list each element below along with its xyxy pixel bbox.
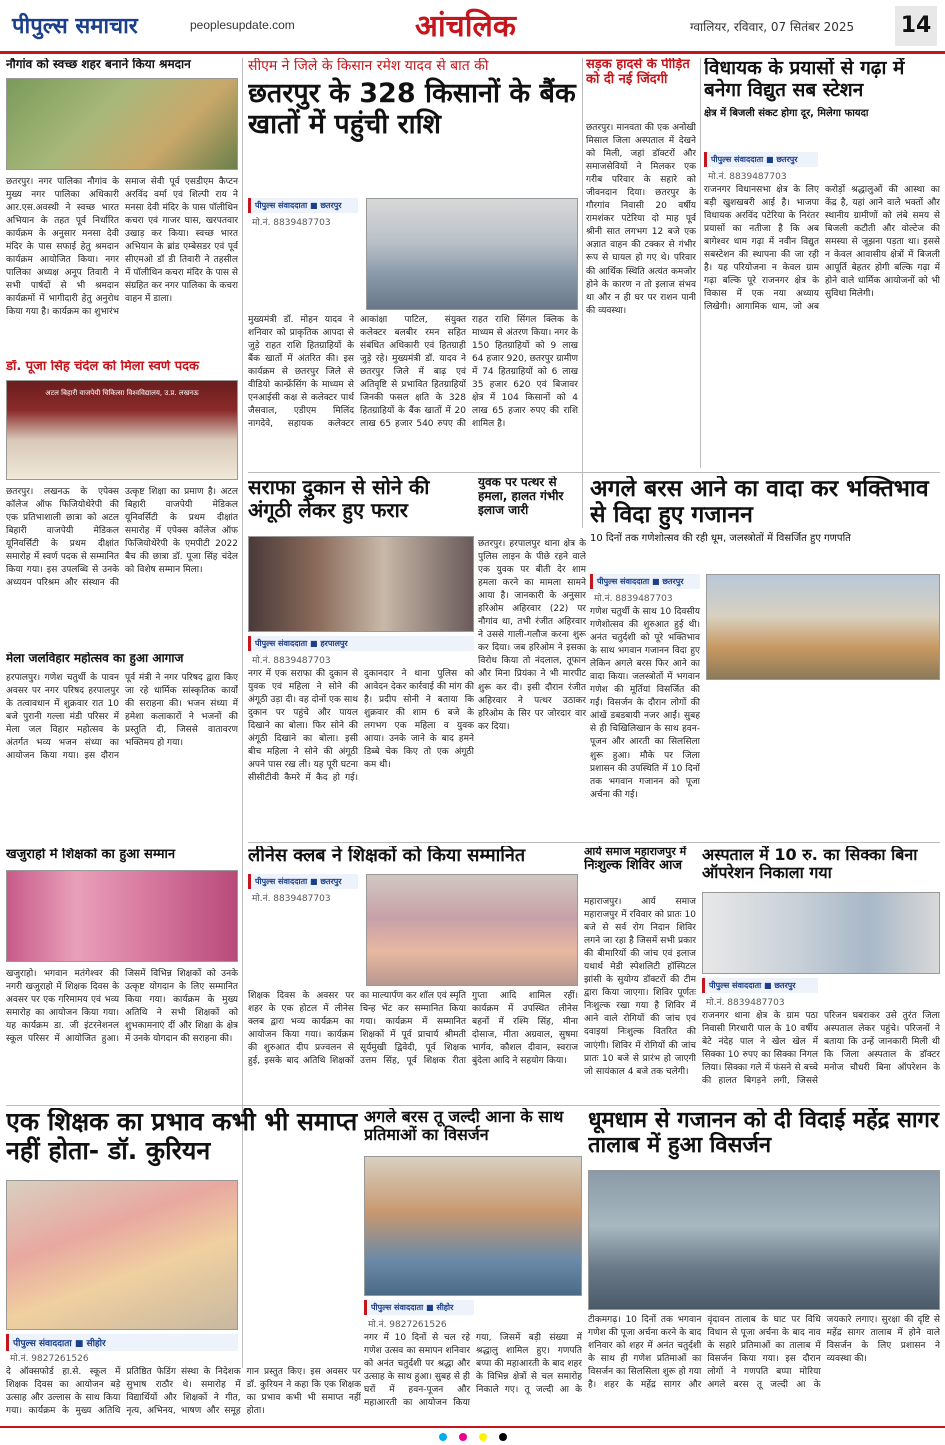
story-photo	[588, 1170, 940, 1310]
mobile-number: मो.नं. 8839487703	[252, 656, 331, 666]
story-free-camp	[584, 846, 696, 1102]
story-headline: अगले बरस तू जल्दी आना के साथ प्रतिमाओं का विसर्जन	[364, 1108, 564, 1145]
story-headline: निःशुल्क शिविर आज	[584, 857, 682, 873]
page-number: 14	[895, 6, 937, 46]
byline: पीपुल्स संवाददाता ■ छतरपुर	[704, 152, 818, 167]
story-body: नगर में एक सराफा की दुकान से युवक एवं महिला ने सोने की अंगूठी उड़ा दी। वह दोनों एक साथ दुकान पर पहुंचे और पायल दिखाने का बोला। फिर सोने की अंगूठी दिखाने का बोला। इसी बीच महिला ने सोने की अंगूठी अपने पास रख ली। यह पूरी घटना सीसीटीवी कैमरे में कैद हो गई। दुकानदार ने थाना पुलिस को आवेदन देकर कार्रवाई की मांग की है। प्रदीप सोनी ने बताया कि शुक्रवार की शाम 6 बजे के लगभग एक महिला व युवक आया। उनके जाने के बाद हमने डिब्बे चेक किए तो एक अंगूठी कम थी।	[248, 669, 474, 784]
story-body: हरपालपुर। गणेश चतुर्थी के पावन अवसर पर नगर परिषद हरपालपुर के तत्वावधान में शुक्रवार रात 10 बजे पुरानी गल्ला मंडी परिसर में मेला जल विहार महोत्सव के अंतर्गत भव्य भजन संध्या का आयोजन किया गया। इस दौरान पूर्व मंत्री ने नगर परिषद द्वारा किए जा रहे धार्मिक सांस्कृतिक कार्यों की सराहना की। भजन संध्या में हमेशा कलाकारों ने भजनों की प्रस्तुति दी, जिससे वातावरण भक्तिमय हो गया।	[6, 673, 238, 762]
story-subhead: 10 दिनों तक गणेशोत्सव की रही धूम, जलस्त्रोतों में विसर्जित हुए गणपति	[590, 532, 851, 544]
mobile-number: मो.नं. 8839487703	[706, 998, 785, 1008]
story-photo	[706, 574, 940, 680]
story-photo	[248, 536, 474, 632]
story-headline: धूमधाम से गजानन को दी विदाई महेंद्र सागर तालाब में हुआ विसर्जन	[588, 1108, 939, 1159]
story-body: दे ऑक्सफोर्ड हा.से. स्कूल में शिक्षक दिवस का आयोजन बड़े उत्साह और उल्लास के साथ किया गया। कार्यक्रम के मुख्य अतिथि प्रतिष्ठित फेडिंग संस्था के निदेशक सुभाष राठौर थे। समारोह में विद्यार्थियों और शिक्षकों ने गीत, नृत्य, अभिनय, भाषण और समूह गान प्रस्तुत किए। इस अवसर पर डॉ. कुरियन ने कहा कि एक शिक्षक का प्रभाव कभी भी समाप्त नहीं होता।	[6, 1367, 361, 1417]
story-khajuraho-teachers	[6, 848, 238, 1103]
story-lioness-club	[248, 846, 578, 1102]
story-teacher-impact	[6, 1108, 361, 1423]
photo-banner-text: अटल बिहारी वाजपेयी चिकित्सा विश्वविद्यालय, उ.प्र. लखनऊ	[45, 389, 199, 397]
byline: पीपुल्स संवाददाता ■ हरपालपुर	[248, 636, 474, 651]
story-photo	[702, 892, 940, 974]
story-photo	[366, 198, 578, 310]
print-color-bar	[0, 1426, 945, 1445]
story-kicker: आर्य समाज महाराजपुर में	[584, 846, 687, 858]
story-body: छतरपुर। नगर पालिका नौगांव के मुख्य नगर पालिका अधिकारी आर.एस.अवस्थी ने स्वच्छ भारत अभियान के तहत पूर्व निर्धारित कार्यक्रम के अनुसार मनसा देवी मंदिर के पास सफाई हेतु श्रमदान कार्यक्रम आयोजित किया। नगर पालिका अध्यक्ष अनूप तिवारी ने सभी पार्षदों से भी श्रमदान कार्यक्रमों में भागीदारी हेतु अनुरोध किया गया है। कार्यक्रम का शुभारंभ समाज सेवी पूर्व एसडीएम कैप्टन अरविंद वर्मा एवं शिल्पी राय ने मनसा देवी मंदिर के पास पॉलीथिन कचरा एवं गाजर घास, खरपतवार उखाड़ कर किया। स्वच्छ भारत अभियान के ब्रांड एम्बेसडर एवं पूर्व सीएमओ डॉ डी तिवारी ने तहसील में पॉलीथिन कचरा मंदिर के पास से संग्रहित कर नगर पालिका के कचरा वाहन में डाला।	[6, 177, 238, 318]
mobile-number: मो.नं. 8839487703	[708, 172, 787, 182]
story-headline: डॉ. पूजा सिंह चंदेल को मिला स्वर्ण पदक	[6, 360, 199, 374]
story-body: राजनगर थाना क्षेत्र के ग्राम पठा निवासी गिरधारी पाल के 10 वर्षीय बेटे नंदेह पाल ने खेल खेल में सिक्का 10 रुपए का सिक्का निगल लिया। सिक्का गले में फंसने से बच्चे की हालत बिगड़ने लगी, जिससे परिजन घबराकर उसे तुरंत जिला अस्पताल लेकर पहुंचे। परिजनों ने बताया कि उन्हें जानकारी मिली थी कि जिला अस्पताल के डॉक्टर मनोज चौधरी बिना ऑपरेशन के	[702, 1011, 940, 1087]
story-headline: छतरपुर के 328 किसानों के बैंक खातों में पहुंची राशि	[248, 78, 576, 141]
registration-dot	[479, 1433, 487, 1441]
mobile-number: मो.नं. 8839487703	[252, 218, 331, 228]
story-jalvihar	[6, 652, 238, 842]
byline: पीपुल्स संवाददाता ■ छतरपुर	[702, 978, 818, 993]
story-photo	[6, 870, 238, 962]
story-headline: एक शिक्षक का प्रभाव कभी भी समाप्त नहीं होता- डॉ. कुरियन	[6, 1108, 358, 1165]
story-headline: खजुराहो में शिक्षकों का हुआ सम्मान	[6, 848, 176, 862]
story-substation	[704, 58, 940, 468]
story-nowgaon-cleanliness	[6, 58, 238, 358]
story-headline: नौगांव को स्वच्छ शहर बनाने किया श्रमदान	[6, 58, 191, 71]
story-body: छतरपुर। मानवता की एक अनोखी मिसाल जिला अस्पताल में देखने को मिली, जहां डॉक्टरों और समाजसेवियों ने मिलकर एक गरीब परिवार के सहारे को जीवनदान दिया। छतरपुर के गौरगांव निवासी 20 वर्षीय रामशंकर पटेरिया दो माह पूर्व श्रीनी सात लगभग 12 बजे एक अज्ञात वाहन की टक्कर से गंभीर रूप से घायल हो गए थे। परिवार की आर्थिक स्थिति अत्यंत कमजोर होने के कारण न तो इलाज संभव था और न ही घर पर राशन पानी की व्यवस्था।	[586, 123, 696, 316]
website-url[interactable]: peoplesupdate.com	[190, 18, 295, 32]
story-headline: लीनेस क्लब ने शिक्षकों को किया सम्मानित	[248, 846, 526, 866]
story-body: मुख्यमंत्री डॉ. मोहन यादव ने शनिवार को प्राकृतिक आपदा से जुड़े राहत राशि हितग्राहियों के बैंक खातों में अंतरित की। इस कार्यक्रम से छतरपुर जिले से वीडियो कान्फ्रेंसिंग के माध्यम से एनआईसी कक्ष से कलेक्टर पार्थ जैसवाल, एडीएम मिलिंद नागदेवे, सहायक कलेक्टर आकांक्षा पाटिल, संयुक्त कलेक्टर बलबीर रमन सहित संबंधित अधिकारी एवं हितग्राही जुड़े रहे। मुख्यमंत्री डॉ. यादव ने छतरपुर जिले में बाढ़ एवं अतिवृष्टि से प्रभावित हितग्राहियों जिनकी फसल क्षति के 328 हितग्राहियों के बैंक खातों में 20 लाख 65 हजार 540 रुपए की राहत राशि सिंगल क्लिक के माध्यम से अंतरण किया। नगर के 150 हितग्राहियों को 9 लाख 64 हजार 920, छतरपुर ग्रामीण में 74 हितग्राहियों को 6 लाख 35 हजार 620 एवं बिजावर क्षेत्र में 104 किसानों को 4 लाख 65 हजार रुपए की राशि शामिल है।	[248, 315, 578, 430]
story-body: महाराजपुर। आर्य समाज महाराजपुर में रविवार को प्रातः 10 बजे से सर्व रोग निदान शिविर लगने जा रहा है जिसमें सभी प्रकार की बीमारियों की जांच एवं इलाज यथार्थ मेडी स्पेशलिटी हॉस्पिटल झांसी के सुयोग्य डॉक्टरों की टीम द्वारा किया जाएगा। शिविर पूर्णतः निःशुल्क रखा गया है शिविर में आने वाले रोगियों की जांच एवं दवाइयां निःशुल्क वितरित की जाएंगी। शिविर में रोगियों की जांच प्रातः 10 बजे से प्रारंभ हो जाएगी जो सायंकाल 4 बजे तक चलेगी।	[584, 897, 696, 1077]
story-body: राजनगर विधानसभा क्षेत्र के लिए बड़ी खुशखबरी आई है। भाजपा विधायक अरविंद पटेरिया के निरंतर प्रयासों का नतीजा है कि अब बागेश्वर धाम गढ़ा में नवीन विद्युत सबस्टेशन की स्थापना की जा रही है। यह परियोजना न केवल ग्राम गढ़ा बल्कि पूरे राजनगर क्षेत्र के विकास में एक नया अध्याय लिखेगी। आगामिक धाम, जो अब करोड़ों श्रद्धालुओं की आस्था का केंद्र है, यहां आने वाले भक्तों और स्थानीय ग्रामीणों को लंबे समय से बिजली कटौती और वोल्टेज की समस्या से जूझना पड़ता था। इससे न केवल आवासीय क्षेत्रों में बिजली आपूर्ति बेहतर होगी बल्कि गढ़ा में होने वाले धार्मिक आयोजनों को भी सुविधा मिलेगी।	[704, 185, 940, 313]
story-headline: विधायक के प्रयासों से गढ़ा में बनेगा विद्युत सब स्टेशन	[704, 58, 905, 101]
byline: पीपुल्स संवाददाता ■ सीहोर	[364, 1300, 474, 1315]
registration-dot	[459, 1433, 467, 1441]
story-mahendra-sagar	[588, 1108, 940, 1423]
story-photo	[366, 874, 578, 986]
story-idol-immersion	[364, 1108, 582, 1423]
story-body: टीकमगढ़। 10 दिनों तक भगवान गणेश की पूजा अर्चना करने के बाद शनिवार को शहर में अनंत चतुर्दशी के साथ ही गणेश प्रतिमाओं का विसर्जन का सिलसिला शुरू हो गया है। शहर के महेंद्र सागर और वृंदावन तालाब के घाट पर विधि विधान से पूजा अर्चना के बाद नाव के सहारे प्रतिमाओं का तालाब में विसर्जन किया गया। इस दौरान लोगों ने गणपति बप्पा मोरिया अगले बरस तू जल्दी आ के जयकारे लगाए। सुरक्षा की दृष्टि से महेंद्र सागर तालाब में होने वाले विसर्जन के लिए प्रशासन ने व्यवस्था की।	[588, 1315, 940, 1391]
registration-dot	[439, 1433, 447, 1441]
byline: पीपुल्स संवाददाता ■ छतरपुर	[590, 574, 700, 589]
story-subhead: क्षेत्र में बिजली संकट होगा दूर, मिलेगा फायदा	[704, 107, 869, 119]
story-photo	[6, 1180, 238, 1330]
story-ganesh-farewell	[590, 476, 940, 836]
story-photo	[364, 1156, 582, 1296]
story-chhatarpur-farmers	[248, 58, 578, 468]
column-rule	[700, 58, 701, 468]
story-headline: सराफा दुकान से सोने की अंगूठी लेकर हुए फरार	[248, 476, 430, 522]
story-kicker: सीएम ने जिले के किसान रमेश यादव से बात की	[248, 58, 489, 74]
story-headline: अस्पताल में 10 रु. का सिक्का बिना ऑपरेशन निकाला गया	[702, 846, 918, 883]
story-headline: अगले बरस आने का वादा कर भक्तिभाव से विदा हुए गजानन	[590, 476, 929, 529]
registration-dot	[499, 1433, 507, 1441]
story-body: शिक्षक दिवस के अवसर पर शहर के एक होटल में लीनेस क्लब द्वारा भव्य कार्यक्रम का आयोजन किया गया। कार्यक्रम की शुरुआत दीप प्रज्वलन से हुई, इसके बाद अतिथि शिक्षकों का माल्यार्पण कर शॉल एवं स्मृति चिन्ह भेंट कर सम्मानित किया गया। कार्यक्रम में सम्मानित शिक्षकों में पूर्व प्राचार्य श्रीमती सूर्यमुखी द्विवेदी, पूर्व शिक्षक उत्तम सिंह, पूर्व शिक्षक रीता गुप्ता आदि शामिल रहीं। कार्यक्रम में उपस्थित लीनेस बहनों में रश्मि सिंह, मीना दोसाज, मीता अग्रवाल, सुषमा भार्गव, कौशल दीवान, स्वराज बुंदेला आदि ने सहयोग किया।	[248, 991, 578, 1067]
newspaper-brand: पीपुल्स समाचार	[12, 14, 138, 39]
masthead	[0, 0, 945, 54]
section-rule	[6, 1105, 940, 1106]
story-coin-removed	[702, 846, 940, 1102]
mobile-number: मो.नं. 9827261526	[10, 1354, 89, 1364]
dateline: ग्वालियर, रविवार, 07 सितंबर 2025	[690, 20, 855, 34]
mobile-number: मो.नं. 8839487703	[252, 894, 331, 904]
story-body: छतरपुर। लखनऊ के एपेक्स कॉलेज ऑफ फिजियोथेरेपी की एक प्रतिभाशाली छात्रा को अटल बिहारी वाजपेयी मेडिकल यूनिवर्सिटी के प्रथम दीक्षांत समारोह में स्वर्ण पदक से सम्मानित किया गया। इस उपलब्धि से उनके अध्ययन परिश्रम और संस्थान की उत्कृष्ट शिक्षा का प्रमाण है। अटल बिहारी वाजपेयी मेडिकल यूनिवर्सिटी के प्रथम दीक्षांत समारोह में एपेक्स कॉलेज ऑफ फिजियोथेरेपी के एमपीटी 2022 बैच की छात्रा डॉ. पूजा सिंह चंदेल को विशेष सम्मान मिला।	[6, 487, 238, 589]
story-body: छतरपुर। हरपालपुर थाना क्षेत्र के पुलिस लाइन के पीछे रहने वाले एक युवक पर बीती देर शाम हमला करने का मामला सामने आया है। जानकारी के अनुसार हरिओम अहिरवार (22) पर नौगांव था, तभी रंजीत अहिरवार ने उससे गाली-गलौज करना शुरू कर दिया। जब हरिओम ने इसका विरोध किया तो नंदलाल, तूफान और मिना प्रियंका ने भी मारपीट शुरू कर दी। इसी दौरान रंजीत अहिरवार ने पत्थर उठाकर हरिओम के सिर पर जोरदार वार कर दिया।	[478, 539, 586, 732]
story-photo	[6, 380, 238, 480]
story-photo	[6, 78, 238, 170]
story-body: खजुराहो। भगवान मतंगेश्वर की नगरी खजुराहो में शिक्षक दिवस के अवसर पर एक गरिमामय एवं भव्य समारोह का आयोजन किया गया। यह कार्यक्रम डा. जी इंटरनेशनल स्कूल परिसर में आयोजित हुआ। जिसमें विभिन्न शिक्षकों को उनके उत्कृष्ट योगदान के लिए सम्मानित किया गया। कार्यक्रम के मुख्य अतिथि ने सभी शिक्षकों को शुभकामनाएं दीं और शिक्षा के क्षेत्र में उनके योगदान की सराहना की।	[6, 969, 238, 1045]
story-headline: युवक पर पत्थर से हमला, हालत गंभीर इलाज जारी	[478, 476, 564, 517]
section-title: आंचलिक	[415, 9, 516, 44]
mobile-number: मो.नं. 9827261526	[368, 1320, 447, 1330]
section-rule	[248, 472, 940, 473]
byline: पीपुल्स संवाददाता ■ छतरपुर	[248, 198, 358, 213]
story-body: गणेश चतुर्थी के साथ 10 दिवसीय गणेशोत्सव की शुरुआत हुई थी। अनंत चतुर्दशी को पूरे भक्तिभाव के साथ भगवान गजानन विदा हुए लेकिन अगले बरस फिर आने का वादा किया। जलस्त्रोतों में भगवान गणेश की मूर्तियां विसर्जित की गईं। विसर्जन के दौरान लोगों की आंखें डबडबायी नजर आईं। सुबह से ही चिखिलिखान के साथ हवन-पूजन और आरती का सिलसिला शुरू हुआ। मौके पर जिला प्रशासन की उपस्थिति में 10 दिनों तक भगवान गजानन को पूजा अर्चना की गई।	[590, 607, 700, 800]
story-stone-attack	[478, 476, 586, 836]
story-body: नगर में 10 दिनों से चल रहे गणेश उत्सव का समापन शनिवार को अनंत चतुर्दशी पर श्रद्धा और उत्साह के साथ हुआ। सुबह से ही घरों में हवन-पूजन और महाआरती का आयोजन किया गया, जिसमें बड़ी संख्या में श्रद्धालु शामिल हुए। गणपति बप्पा की महाआरती के बाद शहर के विभिन्न क्षेत्रों से चल समारोह निकाले गए। तू जल्दी आ के	[364, 1333, 582, 1409]
mobile-number: मो.नं. 8839487703	[594, 594, 673, 604]
story-gold-medal	[6, 360, 238, 650]
story-headline: सड़क हादसे के पीड़ित को दी नई जिंदगी	[586, 58, 690, 87]
section-rule	[248, 842, 940, 843]
column-rule	[582, 58, 583, 528]
byline: पीपुल्स संवाददाता ■ सीहोर	[6, 1334, 238, 1351]
story-jewellery-theft	[248, 476, 474, 836]
byline: पीपुल्स संवाददाता ■ छतरपुर	[248, 874, 358, 889]
story-headline: मेला जलविहार महोत्सव का हुआ आगाज	[6, 652, 184, 665]
story-road-accident	[586, 58, 696, 468]
